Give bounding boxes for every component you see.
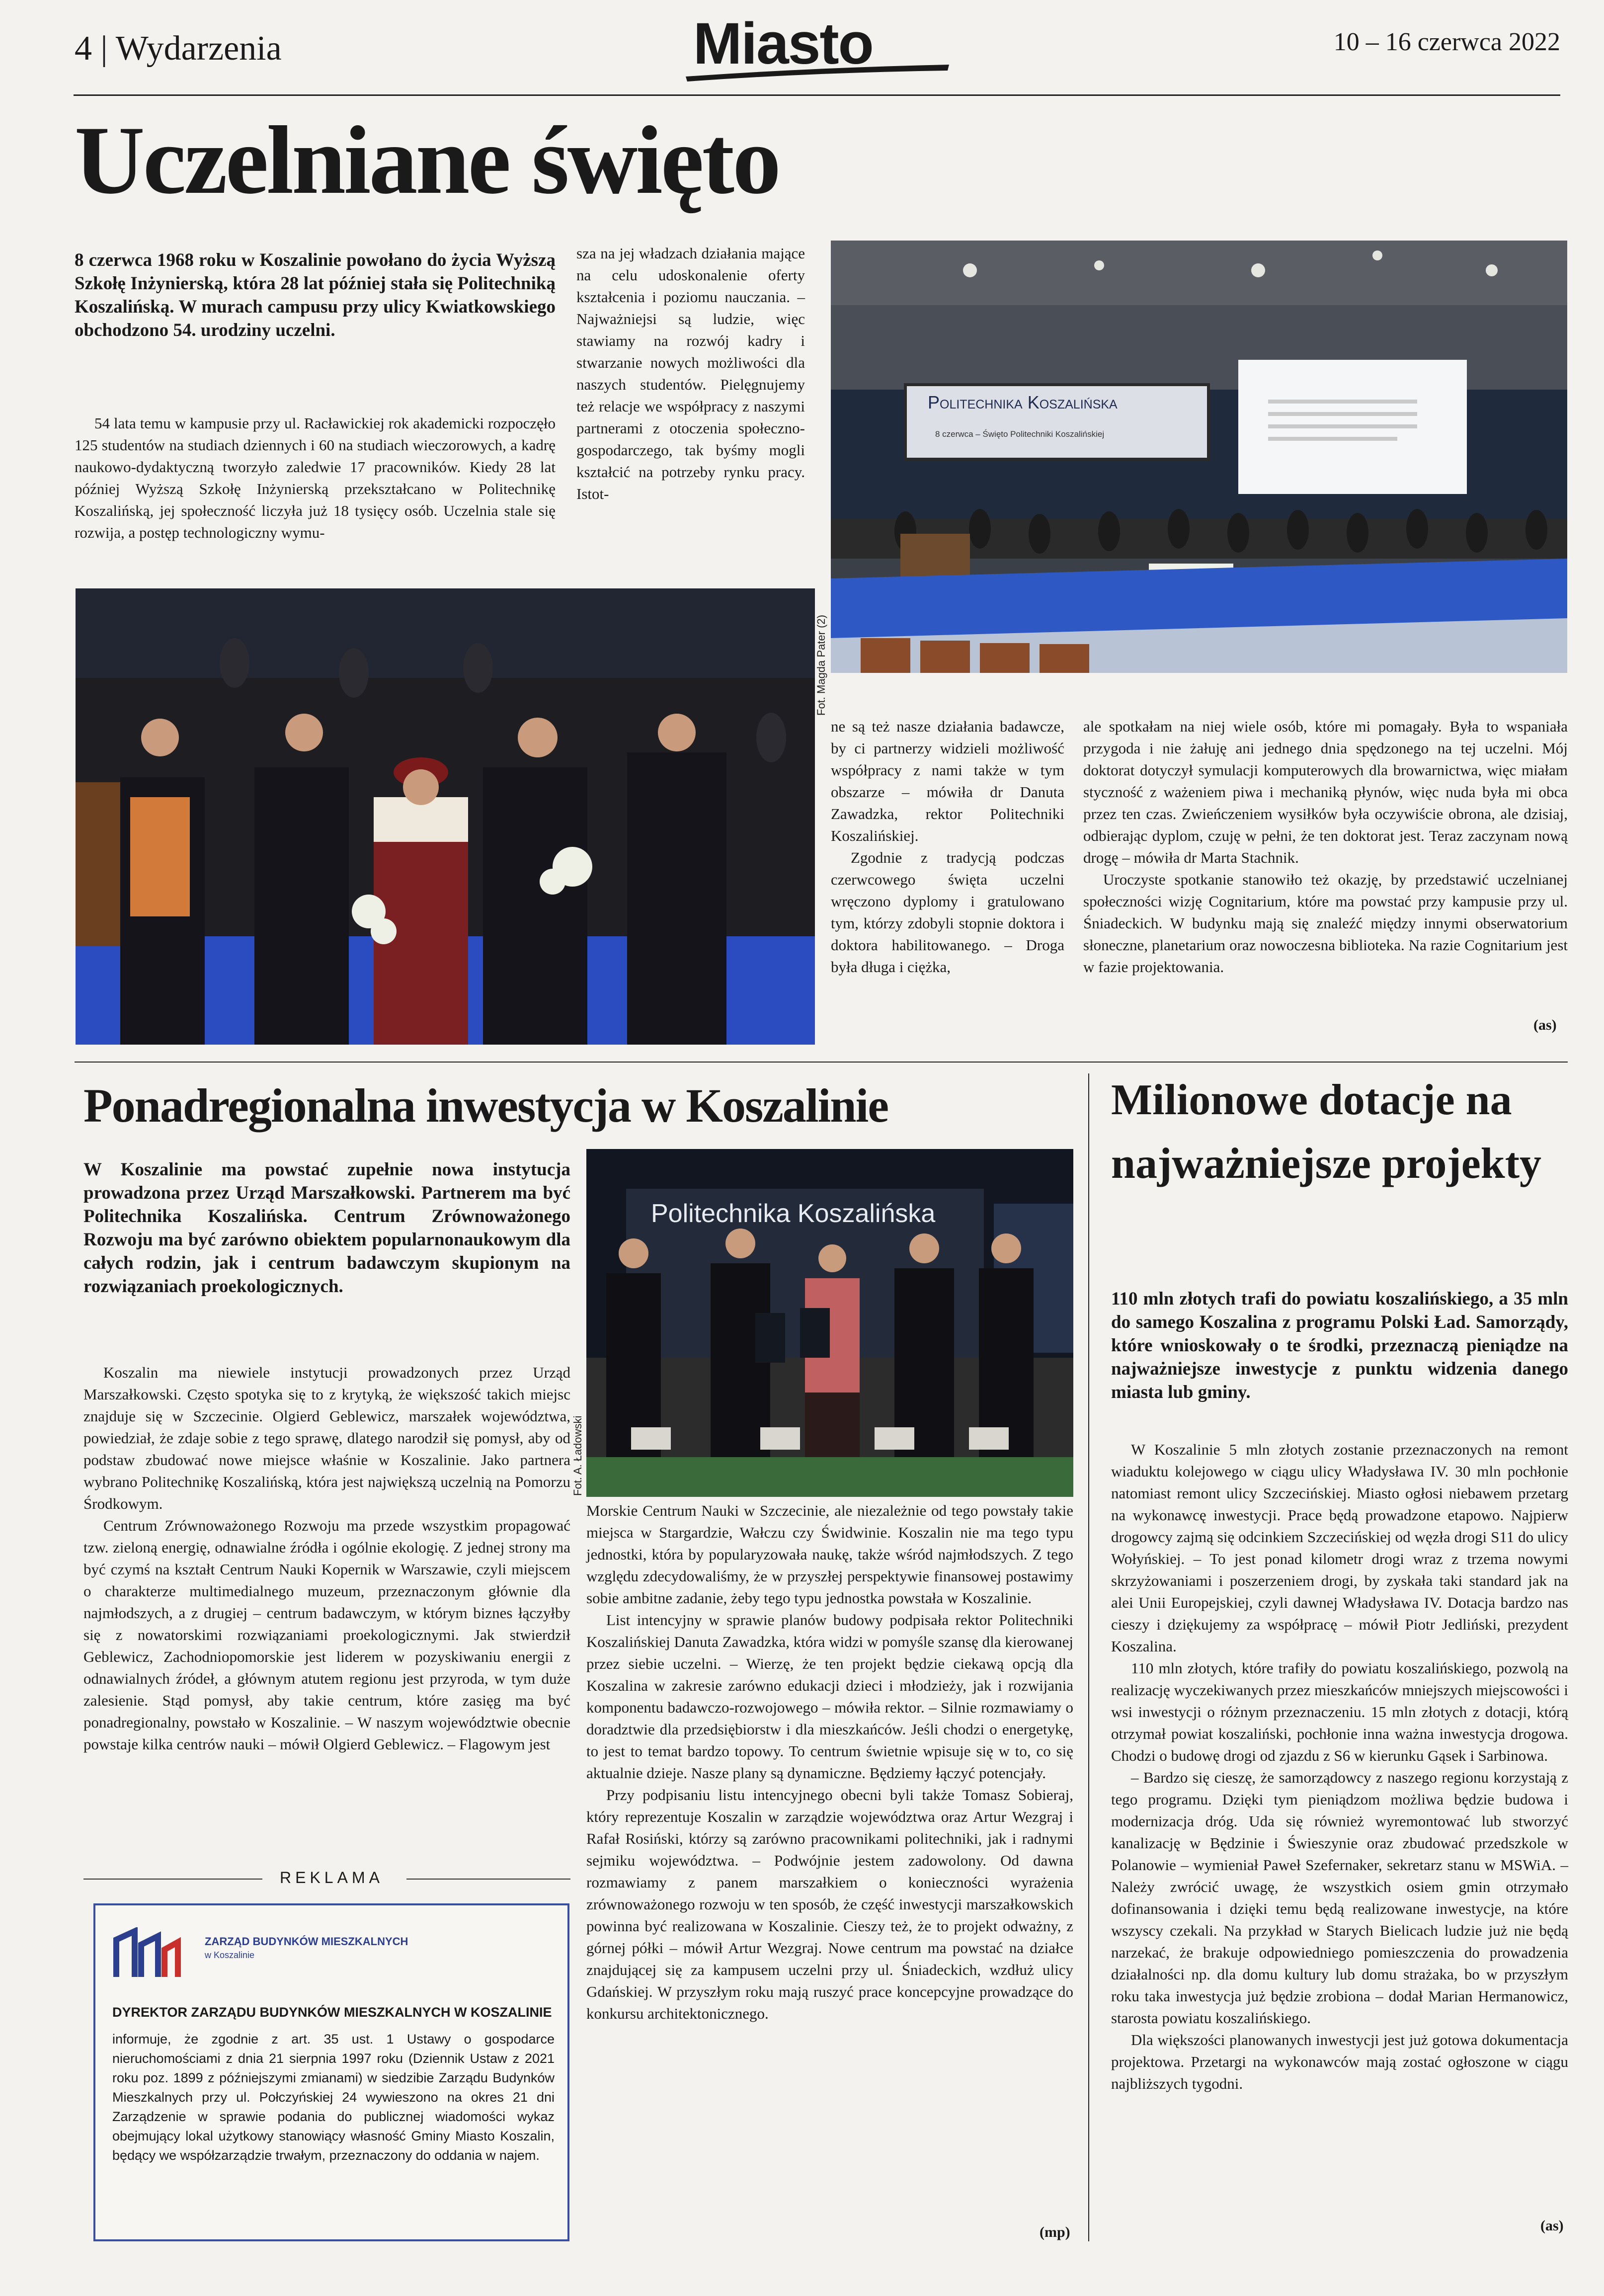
article3-signature: (as)	[1540, 2217, 1564, 2234]
article1-paragraph: Zgodnie z tradycją podczas czerwcowego święta uczelni wręczono dyplomy i gratulowano tym, którzy zdobyli stopnie doktora i doktora habilitowanego. – Droga była długa i ciężka,	[831, 849, 1064, 976]
article2-col2	[586, 1500, 1073, 2025]
article1-paragraph: sza na jej władzach działania mające na celu udoskonalenie oferty kształcenia i poziomu nauczania. – Najważniejsi są ludzie, więc stawiamy na rozwój kadry i stwarzanie nowych możliwości dla naszych studentów. Pielęgnujemy też relacje we współpracy z naszymi partnerami z otoczenia społeczno-gospodarczego, tak byśmy mogli kształcić na potrzeby rynku pracy. Istot-	[576, 245, 805, 502]
article1-photo-auditorium	[831, 241, 1567, 673]
header-rule	[74, 94, 1560, 96]
article3-paragraph: W Koszalinie 5 mln złotych zostanie przeznaczonych na remont wiaduktu kolejowego w ciągu ulicy Władysława IV. 30 mln pochłonie natomiast remont ulicy Szczecińskiej. Miasto ogłosi niebawem przetarg na wykonawcę inwestycji. Prace będą prowadzone etapowo. Najpierw drogowcy zajmą się odcinkiem Szczecińskiej od węzła drogi S11 do ulicy Wołyńskiej. – To jest ponad kilometr drogi wraz z trzema nowymi skrzyżowaniami i poszerzeniem drogi, by zyskała taki standard jak na alei Unii Europejskiej, czyli dawnej Władysława IV. Dotacja bardzo nas cieszy i dziękujemy za współpracę – mówił Piotr Jedliński, prezydent Koszalina.	[1111, 1441, 1568, 1655]
article1-paragraph: 54 lata temu w kampusie przy ul. Racławickiej rok akademicki rozpoczęło 125 studentów na studiach dziennych i 60 na studiach wieczorowych, a kadrę naukowo-dydaktyczną tworzyło zaledwie 17 pracowników. Kiedy 28 lat później Wyższą Szkołę Inżynierską przekształcano w Politechnikę Koszalińską, jej społeczność liczyła już 18 tysięcy osób. Uczelnia stale się rozwija, a postęp technologiczny wymu-	[75, 414, 556, 541]
ad-org-name: ZARZĄD BUDYNKÓW MIESZKALNYCH	[205, 1935, 408, 1948]
article1-paragraph: Uroczyste spotkanie stanowiło też okazję, by przedstawić uczelnianej społeczności wizję Cognitarium, które ma powstać przy kampusie przy ul. Śniadeckich. W budynku mają się znaleźć między innymi obserwatorium słoneczne, planetarium oraz nowoczesna biblioteka. Na razie Cognitarium jest w fazie projektowania.	[1083, 871, 1568, 976]
column-separator	[1088, 1073, 1089, 2241]
article2-col1	[83, 1362, 570, 1755]
ad-body: informuje, że zgodnie z art. 35 ust. 1 Ustawy o gospodarce nieruchomościami z dnia 21 sierpnia 1997 roku (Dziennik Ustaw z 2021 roku poz. 1899 z późniejszymi zmianami) w siedzibie Zarządu Budynków Mieszkalnych przy ul. Połczyńskiej 24 wywieszono na okres 21 dni Zarządzenie w sprawie podania do publicznej wiadomości wykaz obejmujący lokal użytkowy stanowiący własność Gminy Miasto Koszalin, będący we współzarządzie trwałym, przeznaczony do oddania w najem.	[112, 2032, 555, 2163]
section-divider: |	[92, 29, 116, 68]
article2-title: Ponadregionalna inwestycja w Koszalinie	[83, 1079, 888, 1132]
ad-label-line-left	[83, 1879, 262, 1880]
banner-title: Politechnika Koszalińska	[928, 392, 1118, 412]
article1-paragraph: ne są też nasze działania badawcze, by ci partnerzy widzieli możliwość współpracy z nami także w tym obszarze – mówiła dr Danuta Zawadzka, rektor Politechniki Koszalińskiej.	[831, 718, 1064, 844]
article1-col2	[576, 243, 805, 505]
article1-col3	[831, 716, 1064, 978]
article2-lead: W Koszalinie ma powstać zupełnie nowa instytucja prowadzona przez Urząd Marszałkowski. Partnerem ma być Politechnika Koszalińska. Centrum Zrównoważonego Rozwoju ma być zarówno obiektem popularnonaukowym dla całych rodzin, jak i centrum badawczym skupionym na rozwiązaniach proekologicznych.	[83, 1159, 570, 1297]
auditorium-illustration	[831, 241, 1567, 673]
ad-box	[93, 1903, 569, 2241]
banner-subtitle: 8 czerwca – Święto Politechniki Koszalińskiej	[935, 429, 1105, 439]
article3-paragraph: – Bardzo się cieszę, że samorządowcy z naszego regionu korzystają z tego programu. Dzięki tym pieniądzom możliwa będzie budowa i modernizacja dróg. Uda się również wyremontować lub stworzyć kanalizację w Będzinie i Świeszynie oraz zbudować przedszkole w Polanowie – wymieniał Paweł Szefernaker, sekretarz stanu w MSWiA. – Należy zwrócić uwagę, że wszystkich osiem gmin otrzymało dofinansowania i dzięki temu będą realizowane inwestycje, na które wszyscy czekali. Na przykład w Starych Bielicach ludzie już nie będą narzekać, że brakuje odpowiedniego pomieszczenia do prowadzenia działalności np. dla domu kultury lub domu strażaka, bo w przyszłym roku taka inwestycja już będzie zrobiona – dodał Marian Hermanowicz, starosta powiatu koszalińskiego.	[1111, 1769, 1568, 2027]
masthead-logo: Miasto	[693, 14, 873, 74]
article3-title: Milionowe dotacje na najważniejsze projekty	[1111, 1076, 1541, 1188]
article2-photo-signing	[586, 1149, 1073, 1497]
ad-label-row	[83, 1869, 570, 1888]
article2-signature: (mp)	[1040, 2224, 1070, 2240]
article2-paragraph: Koszalin ma niewiele instytucji prowadzonych przez Urząd Marszałkowski. Często spotyka się to z krytyką, że większość takich miejsc znajduje się w Szczecinie. Olgierd Geblewicz, marszałek województwa, powiedział, że zdaje sobie z tego sprawę, dlatego narodził się pomysł, aby od podstaw zbudować nowe miejsce właśnie w Koszalinie. Jako partnera wybrano Politechnikę Koszalińską, która jest największą uczelnią na Pomorzu Środkowym.	[83, 1364, 570, 1512]
ad-title: DYREKTOR ZARZĄDU BUDYNKÓW MIESZKALNYCH W KOSZALINIE	[112, 2005, 552, 2020]
article2-paragraph: Przy podpisaniu listu intencyjnego obecni byli także Tomasz Sobieraj, który reprezentuje Koszalin w zarządzie województwa oraz Artur Wezgraj i Rafał Rosiński, którzy są zarówno pracownikami politechniki, jak i radnymi sejmiku województwa. – Podwójnie jestem zadowolony. Od dawna rozmawiamy z panem marszałkiem o konieczności wyrażenia zrównoważonego rozwoju w ten sposób, że część inwestycji marszałkowskich powinna być realizowana w Koszalinie. Cieszy też, że to projekt odważny, z górnej półki – mówił Artur Wezgraj. Nowe centrum ma powstać na działce znajdującej się za kampusem uczelni przy ul. Śniadeckich, wzdłuż ulicy Gdańskiej. W przyszłym roku mają ruszyć prace koncepcyjne prowadzące do konkursu architektonicznego.	[586, 1786, 1073, 2022]
article3-lead: 110 mln złotych trafi do powiatu koszalińskiego, a 35 mln do samego Koszalina z programu Polski Ład. Samorządy, które wnioskowały o te środki, przeznaczą pieniądze na najważniejsze inwestycje z punktu widzenia danego miasta lub gminy.	[1111, 1289, 1568, 1402]
article3-body	[1111, 1439, 1568, 2095]
article1-signature: (as)	[1533, 1017, 1557, 1033]
article1-lead: 8 czerwca 1968 roku w Koszalinie powołano do życia Wyższą Szkołę Inżynierską, która 28 lat później stała się Politechniką Koszalińską. W murach campusu przy ulicy Kwiatkowskiego obchodzono 54. urodziny uczelni.	[75, 250, 556, 340]
article1-col4	[1083, 716, 1568, 978]
article1-paragraph: ale spotkałam na niej wiele osób, które mi pomagały. Była to wspaniała przygoda i nie żałuję ani jednego dnia spędzonego na tej uczelni. Mój doktorat dotyczył symulacji komputerowych dla browarnictwa, więc miałam styczność z ważeniem piwa i mechaniką płynów, więc nuda była mi obca przez ten czas. Zwieńczeniem wysiłków była oczywiście obrona, ale dzisiaj, odbierając dyplom, czuję w pełni, że ten doktorat jest. Teraz zaczynam nową drogę – mówiła dr Marta Stachnik.	[1083, 718, 1568, 866]
page-number-section	[75, 29, 282, 69]
article1-col1	[75, 412, 556, 544]
article1-photo-professors	[76, 588, 815, 1045]
ad-label-line-right	[406, 1879, 570, 1880]
zbm-logo-icon	[112, 1927, 182, 1982]
professors-illustration	[76, 588, 815, 1045]
article3-paragraph: Dla większości planowanych inwestycji jest już gotowa dokumentacja projektowa. Przetargi na wykonawców mają zostać ogłoszone w ciągu najbliższych tygodni.	[1111, 2031, 1568, 2092]
article3-paragraph: 110 mln złotych, które trafiły do powiatu koszalińskiego, pozwolą na realizację wyczekiwanych przez mieszkańców mniejszych miejscowości i wsi inwestycji o różnym przeznaczeniu. 15 mln złotych z dotacji, którą otrzymał powiat koszaliński, pochłonie inna ważna inwestycja drogowa. Chodzi o budowę drogi od zjazdu z S6 w kierunku Gąsek i Sarbinowa.	[1111, 1659, 1568, 1764]
section-name: Wydarzenia	[115, 29, 282, 68]
article2-photo-credit: Fot. A. Ładowski	[571, 1415, 584, 1496]
article2-paragraph: Centrum Zrównoważonego Rozwoju ma przede wszystkim propagować tzw. zieloną energię, odnawialne źródła i ogólnie ekologię. Z jednej strony ma być czymś na kształt Centrum Nauki Kopernik w Warszawie, czyli miejscem o charakterze multimedialnego muzeum, przeznaczonym głównie dla najmłodszych, a z drugiej – centrum badawczym, w którym biznes łączyłby się z nowatorskimi rozwiązaniami proekologicznymi. Jak stwierdził Geblewicz, Zachodniopomorskie jest liderem w pozyskiwaniu energii z odnawialnych źródeł, a głównym atutem regionu jest przyroda, w tym duże zalesienie. Stąd pomysł, aby takie centrum, które zasięg ma być ponadregionalny, powstało w Koszalinie. – W naszym województwie obecnie powstaje kilka centrów nauki – mówił Olgierd Geblewicz. – Flagowym jest	[83, 1517, 570, 1753]
article1-title: Uczelniane święto	[75, 106, 779, 214]
article2-paragraph: List intencyjny w sprawie planów budowy podpisała rektor Politechniki Koszalińskiej Danuta Zawadzka, która widzi w pomyśle szansę dla kierowanej przez siebie uczelni. – Wierzę, że ten projekt będzie ciekawą opcją dla Koszalina w zakresie zarówno edukacji dzieci i młodzieży, jak i rozwijania komponentu badawczo-rozwojowego – mówiła rektor. – Silnie rozmawiamy o doradztwie dla przedsiębiorstw i dla mieszkańców. Jeśli chodzi o energetykę, to jest to temat bardzo topowy. To centrum świetnie wpisuje się w to, co się aktualnie dzieje. Nasze plany są dynamiczne. Będziemy łączyć potencjały.	[586, 1611, 1073, 1782]
signing-screen-text: Politechnika Koszalińska	[651, 1199, 936, 1228]
article1-photo-credit: Fot. Magda Pater (2)	[815, 615, 827, 716]
page-number: 4	[75, 29, 92, 68]
article1-bottom-rule	[75, 1062, 1568, 1063]
ad-label: REKLAMA	[280, 1869, 384, 1886]
article2-paragraph: Morskie Centrum Nauki w Szczecinie, ale niezależnie od tego powstały takie miejsca w Stargardzie, Wałczu czy Świdwinie. Koszalin nie ma tego typu jednostki, która by popularyzowała naukę, także wśród najmłodszych. Z tego względu zdecydowaliśmy, że w przyszłej perspektywie finansowej postawimy sobie ambitne zadanie, żeby tego typu jednostka powstała w Koszalinie.	[586, 1502, 1073, 1607]
masthead-underline	[683, 63, 952, 82]
issue-date: 10 – 16 czerwca 2022	[1333, 28, 1560, 56]
ad-org-sub: w Koszalinie	[205, 1950, 255, 1960]
